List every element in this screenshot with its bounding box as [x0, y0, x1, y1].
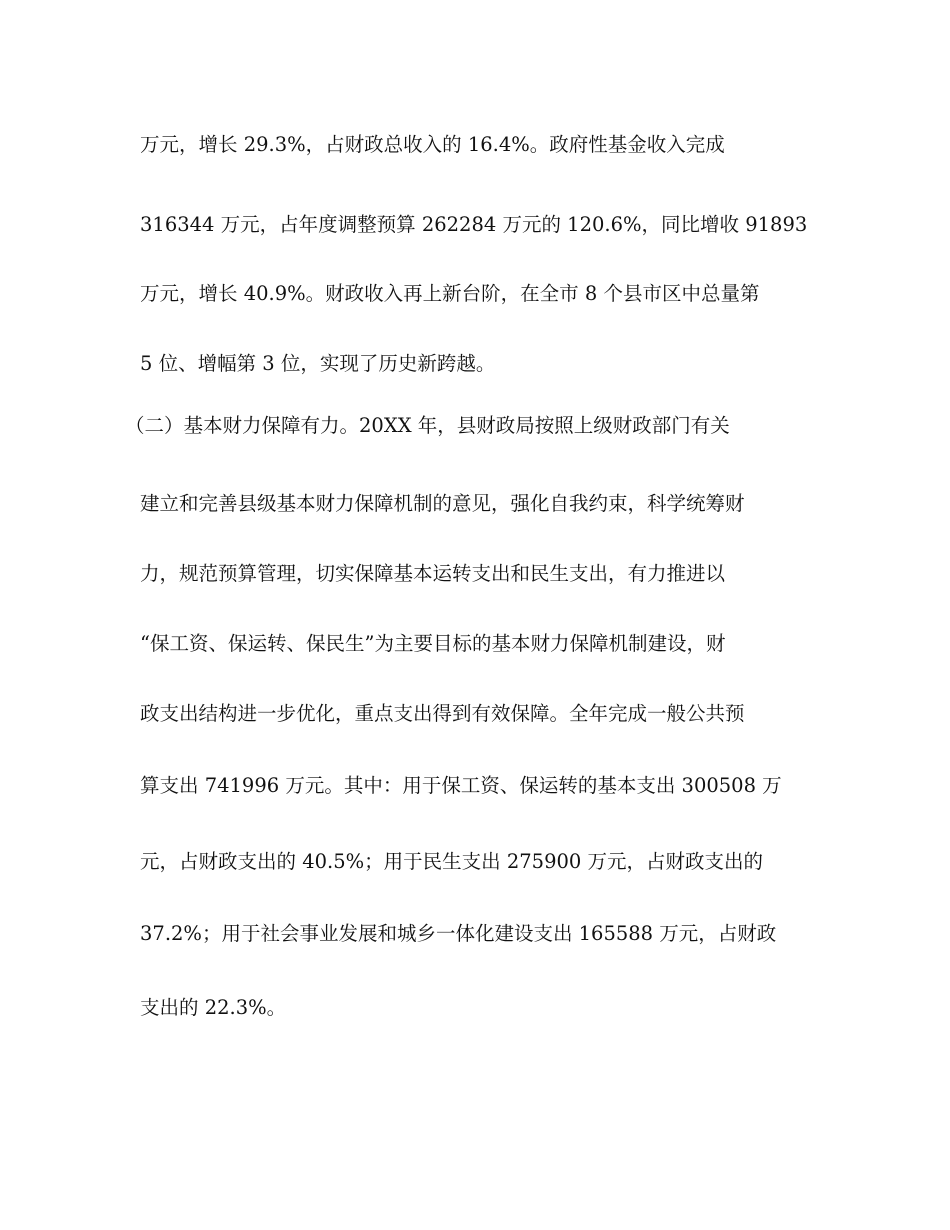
- paragraph-line-1: 万元，增长 29.3%，占财政总收入的 16.4%。政府性基金收入完成: [140, 133, 725, 156]
- paragraph-line-4: 5 位、增幅第 3 位，实现了历史新跨越。: [140, 352, 496, 375]
- paragraph-line-12: 37.2%；用于社会事业发展和城乡一体化建设支出 165588 万元，占财政: [140, 922, 777, 945]
- paragraph-line-2: 316344 万元，占年度调整预算 262284 万元的 120.6%，同比增收 91893: [140, 213, 808, 236]
- paragraph-line-8: “保工资、保运转、保民生”为主要目标的基本财力保障机制建设，财: [140, 632, 726, 655]
- paragraph-line-9: 政支出结构进一步优化，重点支出得到有效保障。全年完成一般公共预: [140, 702, 745, 725]
- paragraph-line-11: 元，占财政支出的 40.5%；用于民生支出 275900 万元，占财政支出的: [140, 850, 763, 873]
- paragraph-line-7: 力，规范预算管理，切实保障基本运转支出和民生支出，有力推进以: [140, 562, 726, 585]
- paragraph-line-3: 万元，增长 40.9%。财政收入再上新台阶，在全市 8 个县市区中总量第: [140, 282, 760, 305]
- paragraph-line-10: 算支出 741996 万元。其中：用于保工资、保运转的基本支出 300508 万: [140, 774, 782, 797]
- paragraph-line-6: 建立和完善县级基本财力保障机制的意见，强化自我约束，科学统筹财: [140, 492, 745, 515]
- paragraph-line-13: 支出的 22.3%。: [140, 996, 287, 1019]
- section-heading-line: （二）基本财力保障有力。20XX 年，县财政局按照上级财政部门有关: [125, 414, 730, 437]
